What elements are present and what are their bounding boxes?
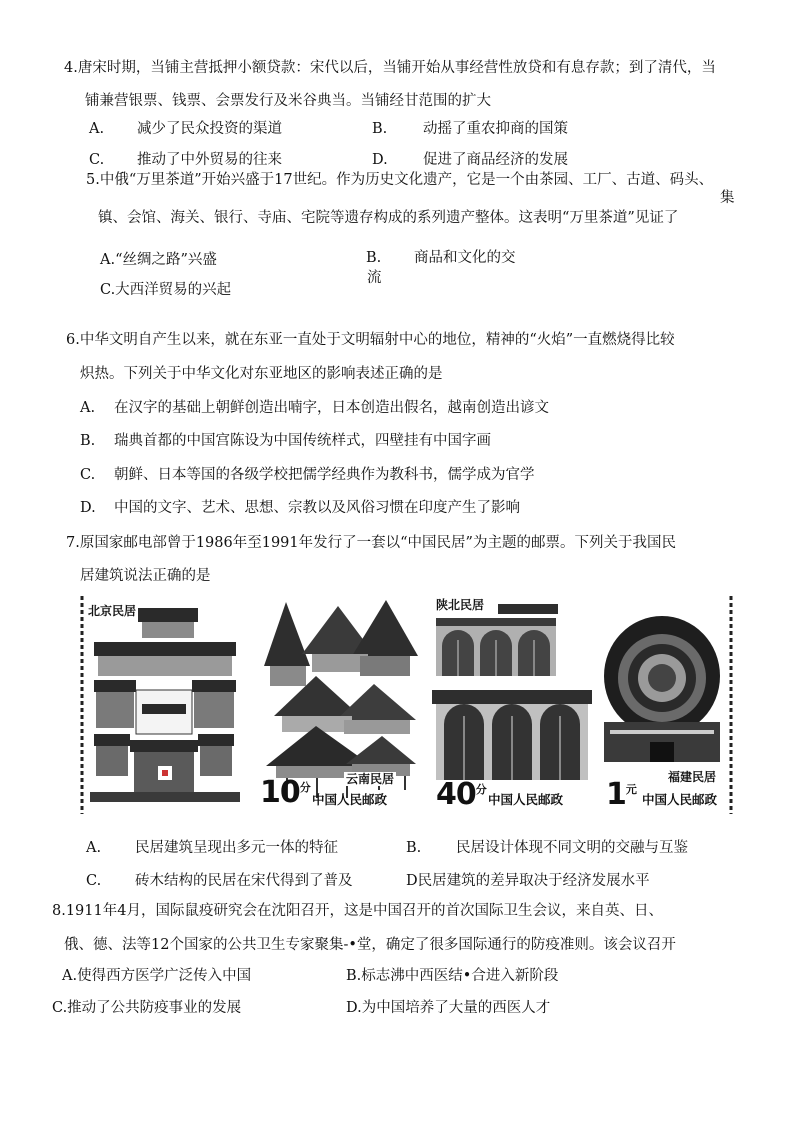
stamp-shaanbei-denomination: $40^分$ xyxy=(436,777,486,812)
q8-option-d: D.为中国培养了大量的西医人才 xyxy=(346,1000,551,1016)
q7-option-b: 民居设计体现不同文明的交融与互鉴 xyxy=(456,840,688,856)
q8-option-a: A.使得西方医学广泛传入中国 xyxy=(62,968,252,984)
q8-stem-line2: 俄、德、法等12个国家的公共卫生专家聚集-•堂，确定了很多国际通行的防疫准则。该会议召开 xyxy=(64,937,676,953)
q6-option-a: 在汉字的基础上朝鲜创造出喃字，日本创造出假名，越南创造出谚文 xyxy=(114,400,549,416)
stamp-shaanbei-post: 中国人民邮政 xyxy=(488,792,564,807)
q7-option-a: 民居建筑呈现出多元一体的特征 xyxy=(135,840,338,856)
stamp-fujian-post: 中国人民邮政 xyxy=(642,792,718,807)
stamp-fujian-label: 福建民居 xyxy=(668,770,717,784)
q5-option-b-wrap: 流 xyxy=(367,270,382,286)
q6-option-c: 朝鲜、日本等国的各级学校把儒学经典作为教科书，儒学成为官学 xyxy=(114,467,535,483)
q4-stem-line1: 4.唐宋时期，当铺主营抵押小额贷款：宋代以后，当铺开始从事经营性放贷和有息存款；到了清代，当 xyxy=(64,60,716,76)
q7-option-d: D民居建筑的差异取决于经济发展水平 xyxy=(406,873,650,889)
q7-option-c: 砖木结构的民居在宋代得到了普及 xyxy=(135,873,353,889)
q4-option-b: 动摇了重农抑商的国策 xyxy=(423,121,568,137)
stamp-beijing-art xyxy=(80,596,248,814)
q4-option-a-letter: A. xyxy=(89,121,105,137)
q4-option-a: 减少了民众投资的渠道 xyxy=(137,121,282,137)
q8-option-c: C.推动了公共防疫事业的发展 xyxy=(52,1000,242,1016)
q6-option-c-letter: C. xyxy=(80,467,96,483)
q5-option-c: C.大西洋贸易的兴起 xyxy=(100,282,232,298)
q7-option-a-letter: A. xyxy=(86,840,102,856)
stamp-yunnan-residence xyxy=(256,596,422,814)
stamp-yunnan-post: 中国人民邮政 xyxy=(312,792,388,807)
q8-stem-line1: 8.1911年4月，国际鼠疫研究会在沈阳召开，这是中国召开的首次国际卫生会议，来自英、日、 xyxy=(52,903,663,919)
stamp-beijing-residence xyxy=(80,596,248,814)
stamp-fujian-denomination: $1^元$ xyxy=(606,777,636,812)
q6-stem-line2: 炽热。下列关于中华文化对东亚地区的影响表述正确的是 xyxy=(80,366,443,382)
q5-option-b: 商品和文化的交 xyxy=(414,250,516,266)
q4-option-d-letter: D. xyxy=(372,152,388,168)
q4-option-c: 推动了中外贸易的往来 xyxy=(137,152,282,168)
stamp-yunnan-label: 云南民居 xyxy=(346,772,395,786)
stamp-beijing-label: 北京民居 xyxy=(88,604,137,618)
q6-option-d: 中国的文字、艺术、思想、宗教以及风俗习惯在印度产生了影响 xyxy=(114,500,520,516)
q6-stem-line1: 6.中华文明自产生以来，就在东亚一直处于文明辐射中心的地位，精神的“火焰”一直燃烧得比较 xyxy=(66,332,675,348)
q4-option-b-letter: B. xyxy=(372,121,388,137)
q4-option-d: 促进了商品经济的发展 xyxy=(423,152,568,168)
q6-option-b-letter: B. xyxy=(80,433,96,449)
q5-stem-line1-end: 集 xyxy=(720,190,735,206)
q8-option-b: B.标志沸中西医结•合进入新阶段 xyxy=(346,968,559,984)
stamp-fujian-residence xyxy=(600,596,734,814)
q4-option-c-letter: C. xyxy=(89,152,105,168)
q6-option-a-letter: A. xyxy=(80,400,96,416)
q7-option-c-letter: C. xyxy=(86,873,102,889)
q5-stem-line1: 5.中俄“万里茶道”开始兴盛于17世纪。作为历史文化遗产，它是一个由茶园、工厂、古道、码头、 xyxy=(86,172,714,188)
q6-option-b: 瑞典首都的中国宫陈设为中国传统样式，四壁挂有中国字画 xyxy=(114,433,491,449)
stamp-yunnan-denomination: $10^分$ xyxy=(260,775,310,810)
q7-option-b-letter: B. xyxy=(406,840,422,856)
q6-option-d-letter: D. xyxy=(80,500,96,516)
q5-option-b-letter: B. xyxy=(366,250,382,266)
q5-stem-line2: 镇、会馆、海关、银行、寺庙、宅院等遗存构成的系列遗产整体。这表明“万里茶道”见证了 xyxy=(98,210,679,226)
stamp-shaanbei-label: 陕北民居 xyxy=(436,598,485,612)
q7-stem-line1: 7.原国家邮电部曾于1986年至1991年发行了一套以“中国民居”为主题的邮票。下列关于我国民 xyxy=(66,535,676,551)
q5-option-a: A.“丝绸之路”兴盛 xyxy=(100,252,217,268)
q4-stem-line2: 铺兼营银票、钱票、会票发行及米谷典当。当铺经甘范围的扩大 xyxy=(85,93,491,109)
q7-stem-line2: 居建筑说法正确的是 xyxy=(80,568,211,584)
stamp-shaanbei-residence xyxy=(432,596,594,814)
